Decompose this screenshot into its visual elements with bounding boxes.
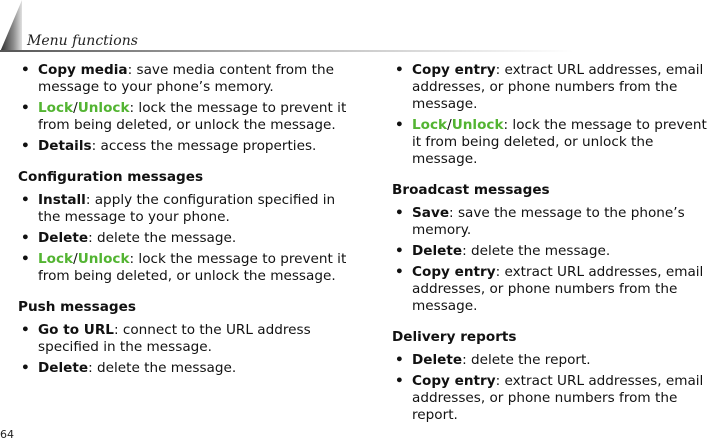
bullet-icon: • — [395, 117, 404, 133]
item-term: Copy entry — [412, 62, 496, 78]
item-term-lock: Lock — [38, 100, 74, 116]
item-term-unlock: Unlock — [77, 100, 130, 116]
list-item — [18, 360, 353, 377]
section-heading-configuration: Configuration messages — [18, 169, 204, 185]
bullet-icon: • — [21, 192, 30, 208]
item-term: Details — [38, 138, 92, 154]
item-term: Delete — [38, 230, 89, 246]
item-desc: : delete the message. — [462, 243, 611, 259]
right-column — [392, 62, 714, 428]
list-item — [392, 205, 714, 239]
item-desc: : save the message to the phone’s memory. — [412, 205, 685, 238]
item-term: Delete — [412, 352, 463, 368]
item-term-lock: Lock — [412, 117, 448, 133]
bullet-icon: • — [395, 62, 404, 78]
item-desc: : lock the message to prevent it from being deleted, or unlock the message. — [38, 251, 347, 284]
header-accent-bar — [0, 0, 22, 52]
list-item — [392, 373, 714, 424]
item-desc: : extract URL addresses, email addresses, or phone numbers from the report. — [412, 373, 704, 423]
bullet-icon: • — [395, 243, 404, 259]
item-term: Install — [38, 192, 86, 208]
list-item — [18, 192, 353, 226]
section-heading-delivery: Delivery reports — [392, 329, 517, 345]
item-term: Go to URL — [38, 322, 114, 338]
bullet-icon: • — [395, 352, 404, 368]
item-term: Copy entry — [412, 373, 496, 389]
item-term: Save — [412, 205, 450, 221]
list-item — [18, 322, 353, 356]
item-term: Copy entry — [412, 264, 496, 280]
item-term: Copy media — [38, 62, 128, 78]
item-desc: : delete the report. — [462, 352, 591, 368]
page-header-title: Menu functions — [27, 33, 138, 49]
list-item — [392, 62, 714, 113]
list-item — [18, 138, 353, 155]
item-desc: : apply the configuration specified in the message to your phone. — [38, 192, 336, 225]
item-desc: : delete the message. — [88, 230, 237, 246]
bullet-icon: • — [21, 138, 30, 154]
header-divider — [0, 50, 717, 52]
bullet-icon: • — [21, 322, 30, 338]
item-term: Delete — [38, 360, 89, 376]
bullet-icon: • — [21, 251, 30, 267]
item-desc: : access the message properties. — [91, 138, 317, 154]
item-term: Delete — [412, 243, 463, 259]
bullet-icon: • — [21, 230, 30, 246]
item-desc: : save media content from the message to your phone’s memory. — [38, 62, 334, 95]
list-item — [18, 230, 353, 247]
left-column — [18, 62, 353, 381]
bullet-icon: • — [395, 373, 404, 389]
list-item: • Lock/Unlock: lock the message to prevent it from being deleted, or unlock the message. — [21, 100, 347, 133]
section-heading-push: Push messages — [18, 299, 136, 315]
item-term-unlock: Unlock — [451, 117, 504, 133]
list-item — [392, 352, 714, 369]
list-item: • Lock/Unlock: lock the message to prevent it from being deleted, or unlock the message. — [21, 251, 347, 284]
item-desc: : extract URL addresses, email addresses, or phone numbers from the message. — [412, 264, 704, 314]
bullet-icon: • — [21, 360, 30, 376]
bullet-icon: • — [395, 264, 404, 280]
page-number: 64 — [0, 428, 14, 441]
list-item — [392, 264, 714, 315]
item-desc: : lock the message to prevent it from being deleted, or unlock the message. — [412, 117, 707, 167]
section-heading-broadcast: Broadcast messages — [392, 182, 550, 198]
list-item — [18, 62, 353, 96]
item-desc: : delete the message. — [88, 360, 237, 376]
item-term-unlock: Unlock — [77, 251, 130, 267]
item-desc: : lock the message to prevent it from being deleted, or unlock the message. — [38, 100, 347, 133]
list-item — [392, 243, 714, 260]
bullet-icon: • — [21, 100, 30, 116]
item-desc: : extract URL addresses, email addresses, or phone numbers from the message. — [412, 62, 704, 112]
bullet-icon: • — [395, 205, 404, 221]
item-desc: : connect to the URL address specified in the message. — [38, 322, 311, 355]
item-term-lock: Lock — [38, 251, 74, 267]
list-item: • Lock/Unlock: lock the message to prevent it from being deleted, or unlock the message. — [395, 117, 707, 167]
bullet-icon: • — [21, 62, 30, 78]
